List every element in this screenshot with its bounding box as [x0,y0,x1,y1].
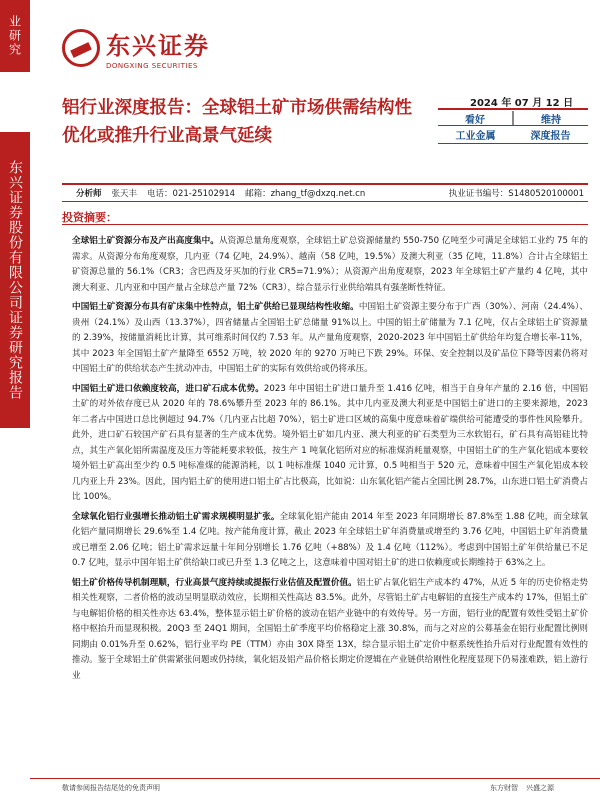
paragraph-text: 2023 年中国铝土矿进口量升至 1.416 亿吨，相当于自身年产量的 2.16 倍，中国铝土矿的对外依存度已从 2020 年的 78.6%攀升至 2023 年的 86.1%。其中几内亚及澳大利亚是中国铝土矿进口的主要来源地，2023 年二者占中国进口总比例超过 94.7%（几内亚占比超 70%），铝土矿进口区域的高集中度意味着矿端供给可能遭受的事件性风险攀升。此外，进口矿石较国产矿石具有显著的生产成本优势。境外铝土矿如几内亚、澳大利亚的矿石类型为三水软铝石，矿石具有高铝硅比特点，其生产氧化铝所需温度及压力等能耗要求较低，按生产 1 吨氧化铝所对应的标准煤消耗量观察，中国铝土矿的生产氧化铝成本要较境外铝土矿高出至少约 0.5 吨标准煤的能源消耗，以 1 吨标准煤 1040 元计算，0.5 吨相当于 520 元，意味着中国生产氧化铝成本较几内亚上升 23%。因此，国内铝土矿的使用进口铝土矿占比极高，比如说：山东氧化铝产能占全国比例 28.7%，山东进口铝土矿消费占比 100%。 [72,383,588,502]
paragraph-text: 从资源总量角度观察，全球铝土矿总资源储量约 550-750 亿吨至少可满足全球铝工业约 75 年的需求。从资源分布角度观察，几内亚（74 亿吨，24.9%）、越南（58 亿吨，19.5%）及澳大利亚（35 亿吨，11.8%）合计占全球铝土矿资源总量的 56.1%（CR3；含巴西及牙买加的行业 CR5=71.9%）；从资源产出角度观察，2023 年全球铝土矿产量约 4 亿吨，其中澳大利亚、几内亚和中国产量占全球总产量 72%（CR3），综合显示行业供给端具有强垄断性特征。 [72,236,588,293]
analyst-cert: 执业证书编号：S1480520100001 [448,189,584,199]
report-type-tag: 深度报告 [530,131,571,142]
footer-slogan [490,783,554,793]
summary-paragraph [72,576,588,685]
summary-paragraph [72,382,588,506]
industry-tag: 工业金属 [455,131,496,142]
sidebar-top-label: 业研究 [0,0,30,72]
footer-disclaimer: 敬请参阅报告结尾处的免责声明 [62,784,160,792]
company-logo [62,26,210,70]
logo-en-text: DONGXING SECURITIES [106,62,198,70]
section-divider [62,224,588,225]
paragraph-lead: 中国铝土矿进口依赖度较高，进口矿石成本优势。 [72,383,264,394]
analyst-label: 分析师 [76,189,102,199]
report-title: 铝行业深度报告：全球铝土矿市场供需结构性优化或推升行业高景气延续 [62,98,412,146]
logo-cn-text: 东兴证券 [106,32,210,60]
analyst-email: 邮箱：zhang_tf@dxzq.net.cn [245,189,366,199]
summary-paragraph [72,300,588,378]
report-tags [438,125,588,144]
sidebar-main-label: 东兴证券股份有限公司证券研究报告 [0,132,30,428]
paragraph-text: 中国铝土矿资源主要分布于广西（30%）、河南（24.4%）、贵州（24.1%）及山西（13.37%），四省储量占全国铝土矿总储量 91%以上。中国的铝土矿储量为 7.1 亿吨，仅占全球铝土矿资源量的 2.39%，按储量消耗比计算，其可维系时间仅约 7.53 年。从产量角度观察，2020-2023 年中国铝土矿供给年均复合增长率-11%，其中 2023 年全国铝土矿产量降至 6552 万吨，较 2020 年的 9270 万吨已下跌 29%。环保、安全控制以及矿品位下降等因素仍将对中国铝土矿的供给状态产生扰动冲击，中国铝土矿的实际有效供给或仍将承压。 [72,302,588,374]
analyst-phone: 电话：021-25102914 [147,189,236,199]
summary-paragraph [72,510,588,572]
paragraph-lead: 铝土矿价格传导机制理顺，行业高景气度持续或提振行业估值及配置价值。 [72,577,357,588]
footer-divider [30,778,600,779]
rating-row [438,111,588,126]
footer-slogan-2: 兴盛之源 [526,784,554,792]
rating-change: 维持 [541,115,561,126]
summary-paragraph [72,234,588,296]
date-divider [438,108,588,110]
paragraph-text: 全球氧化铝产能由 2014 年至 2023 年同期增长 87.8%至 1.88 亿吨，而全球氧化铝产量同期增长 29.6%至 1.4 亿吨。按产能角度计算，截止 2023 年全球铝土矿年消费量或增至约 3.76 亿吨，中国铝土矿年消费量或已增至 2.06 亿吨；铝土矿需求远量十年间分别增长 1.76 亿吨（+88%）及 1.4 亿吨（112%）。考虑到中国铝土矿年供给量已不足 0.7 亿吨，显示中国年铝土矿供给缺口或已升至 1.3 亿吨之上，这意味着中国对铝土矿的进口依赖度或长期维持于 63%之上。 [72,511,588,568]
sidebar [0,0,30,800]
report-date: 2024 年 07 月 12 日 [470,98,574,109]
analyst-name: 张天丰 [111,189,138,199]
summary-body [72,234,588,688]
footer-slogan-1: 东方财智 [490,784,518,792]
paragraph-text: 铝土矿占氧化铝生产成本约 47%，从近 5 年的历史价格走势相关性观察，二者价格的波动呈明显联动效应，长期相关性高达 83.5%。此外，尽管铝土矿占电解铝的直接生产成本约 17%，但铝土矿与电解铝价格的相关性亦达 63.4%，整体显示铝土矿价格的波动在铝产业链中的有效传导。另一方面，铝行业的配置有效性受铝土矿价格中枢抬升而显现积极。20Q3 至 24Q1 期间，全国铝土矿季度平均价格稳定上涨 30.8%，而与之对应的公募基金在铝行业配置比例则同期由 0.01%升至 0.62%，铝行业平均 PE（TTM）亦由 30X 降至 13X，综合显示铝土矿定价中枢系统性抬升后对行业配置有效性的推动。鉴于全球铝土矿供需紧张问题或仍持续，氧化铝及铝产品价格长期定价逻辑在产业链供给刚性化程度显现下仍易涨难跌，铝上游行业 [72,577,588,681]
rating-current: 看好 [465,115,485,126]
analyst-bar [62,183,588,202]
section-title: 投资摘要： [62,211,117,224]
paragraph-lead: 全球铝土矿资源分布及产出高度集中。 [72,236,219,246]
paragraph-lead: 中国铝土矿资源分布具有矿床集中性特点，铝土矿供给已显现结构性收缩。 [72,302,359,312]
logo-mark-icon [62,29,100,67]
paragraph-lead: 全球氧化铝行业强增长推动铝土矿需求规模明显扩张。 [72,511,280,522]
